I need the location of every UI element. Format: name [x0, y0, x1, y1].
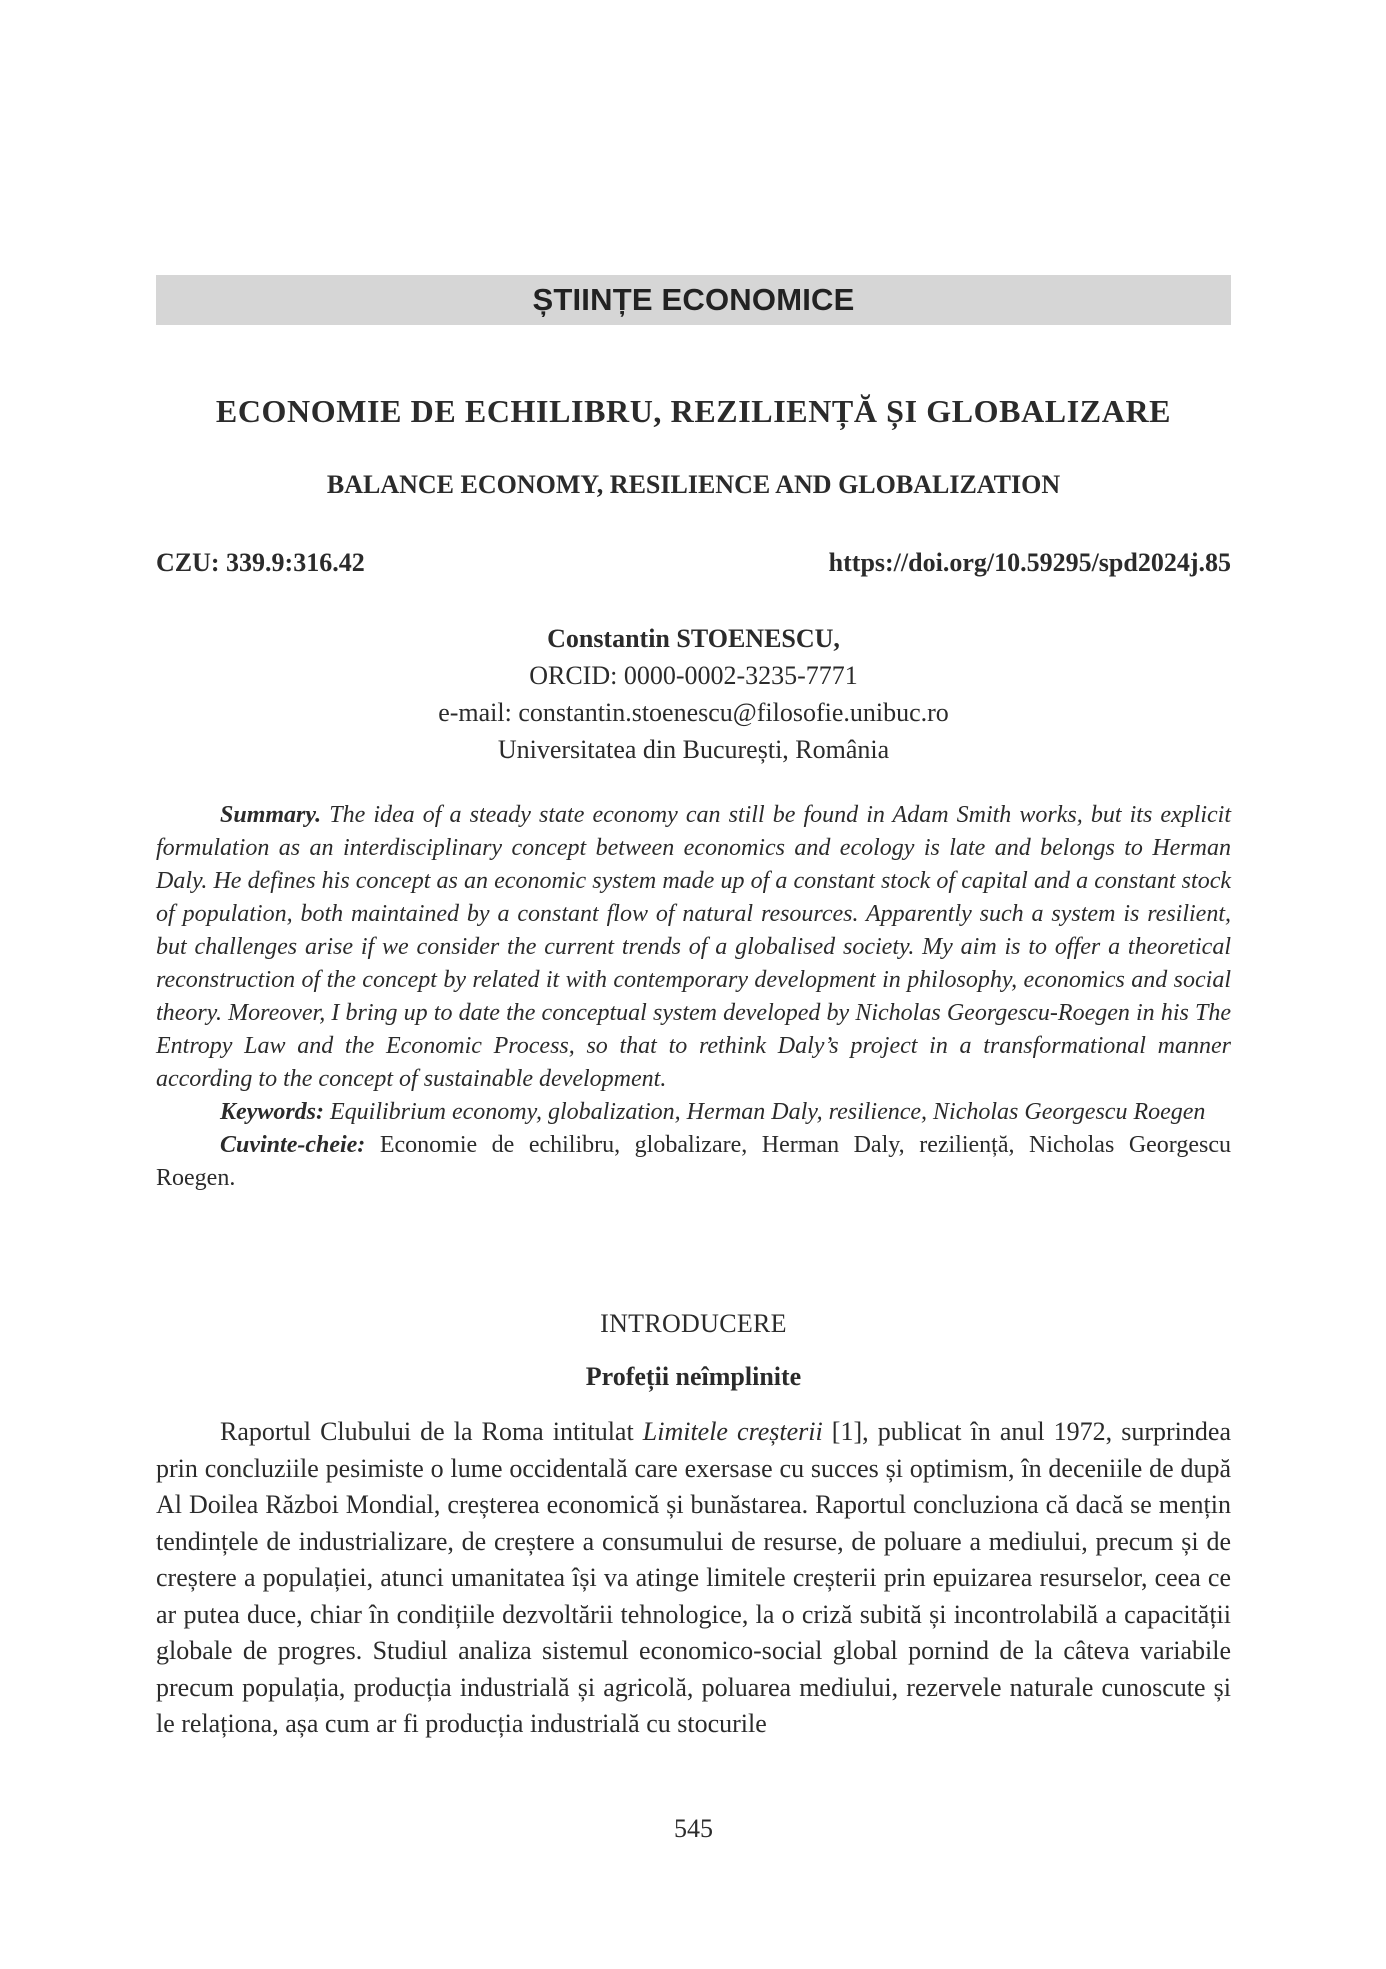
- summary-paragraph: [156, 799, 1231, 1096]
- abstract: [156, 799, 1231, 1195]
- author-email[interactable]: e-mail: constantin.stoenescu@filosofie.unibuc.ro: [438, 698, 949, 727]
- introduction-heading: INTRODUCERE: [600, 1309, 787, 1338]
- keywords-paragraph: [156, 1096, 1231, 1129]
- metadata-row: [156, 546, 1231, 580]
- czu-code: CZU: 339.9:316.42: [156, 548, 365, 577]
- body-text-start: Raportul Clubului de la Roma intitulat: [220, 1417, 643, 1446]
- author-block: [156, 620, 1231, 768]
- keywords-text: Equilibrium economy, globalization, Herman Daly, resilience, Nicholas Georgescu Roegen: [330, 1099, 1206, 1125]
- cuvinte-cheie-label: Cuvinte-cheie:: [220, 1132, 366, 1158]
- page-number: 545: [674, 1814, 713, 1843]
- cuvinte-cheie-paragraph: [156, 1129, 1231, 1195]
- introduction-subheading: Profeții neîmplinite: [585, 1362, 802, 1391]
- article-title-ro: ECONOMIE DE ECHILIBRU, REZILIENȚĂ ȘI GLOBALIZARE: [215, 393, 1172, 429]
- author-affiliation: Universitatea din București, România: [497, 735, 890, 764]
- article-title-en: BALANCE ECONOMY, RESILIENCE AND GLOBALIZATION: [326, 470, 1061, 499]
- cited-work-title: Limitele creșterii: [642, 1417, 823, 1446]
- cuvinte-cheie-text: Economie de echilibru, globalizare, Herman Daly, reziliență, Nicholas Georgescu Roegen.: [156, 1132, 1232, 1191]
- summary-text: The idea of a steady state economy can still be found in Adam Smith works, but its explicit formulation as an interdisciplinary concept between economics and ecology is late and belongs to Herman Daly. He defines his concept as an economic system made up of a constant stock of capital and a constant stock of population, both maintained by a constant flow of natural resources. Apparently such a system is resilient, but challenges arise if we consider the current trends of a globalised society. My aim is to offer a theoretical reconstruction of the concept by related it with contemporary development in philosophy, economics and social theory. Moreover, I bring up to date the conceptual system developed by Nicholas Georgescu-Roegen in his The Entropy Law and the Economic Process, so that to rethink Daly’s project in a transformational manner according to the concept of sustainable development.: [156, 802, 1232, 1092]
- summary-label: Summary.: [220, 802, 322, 828]
- body-paragraph: [156, 1414, 1231, 1743]
- author-name: Constantin STOENESCU,: [547, 624, 840, 653]
- author-orcid: ORCID: 0000-0002-3235-7771: [529, 661, 858, 690]
- doi-link[interactable]: https://doi.org/10.59295/spd2024j.85: [828, 548, 1231, 577]
- body-text: [156, 1414, 1231, 1743]
- section-band: ȘTIINȚE ECONOMICE: [156, 275, 1231, 325]
- body-text-rest: [1], publicat în anul 1972, surprindea prin concluziile pesimiste o lume occidentală care exersase cu succes și optimism, în deceniile de după Al Doilea Război Mondial, creșterea economică și bunăstarea. Raportul concluziona că dacă se mențin tendințele de industrializare, de creștere a consumului de resurse, de poluare a mediului, precum și de creștere a populației, atunci umanitatea își va atinge limitele creșterii prin epuizarea resurselor, ceea ce ar putea duce, chiar în condițiile dezvoltării tehnologice, la o criză subită și incontrolabilă a capacității globale de progres. Studiul analiza sistemul economico-social global pornind de la câteva variabile precum populația, producția industrială și agricolă, poluarea mediului, rezervele naturale cunoscute și le relaționa, așa cum ar fi producția industrială cu stocurile: [156, 1417, 1231, 1738]
- keywords-label: Keywords:: [220, 1099, 324, 1125]
